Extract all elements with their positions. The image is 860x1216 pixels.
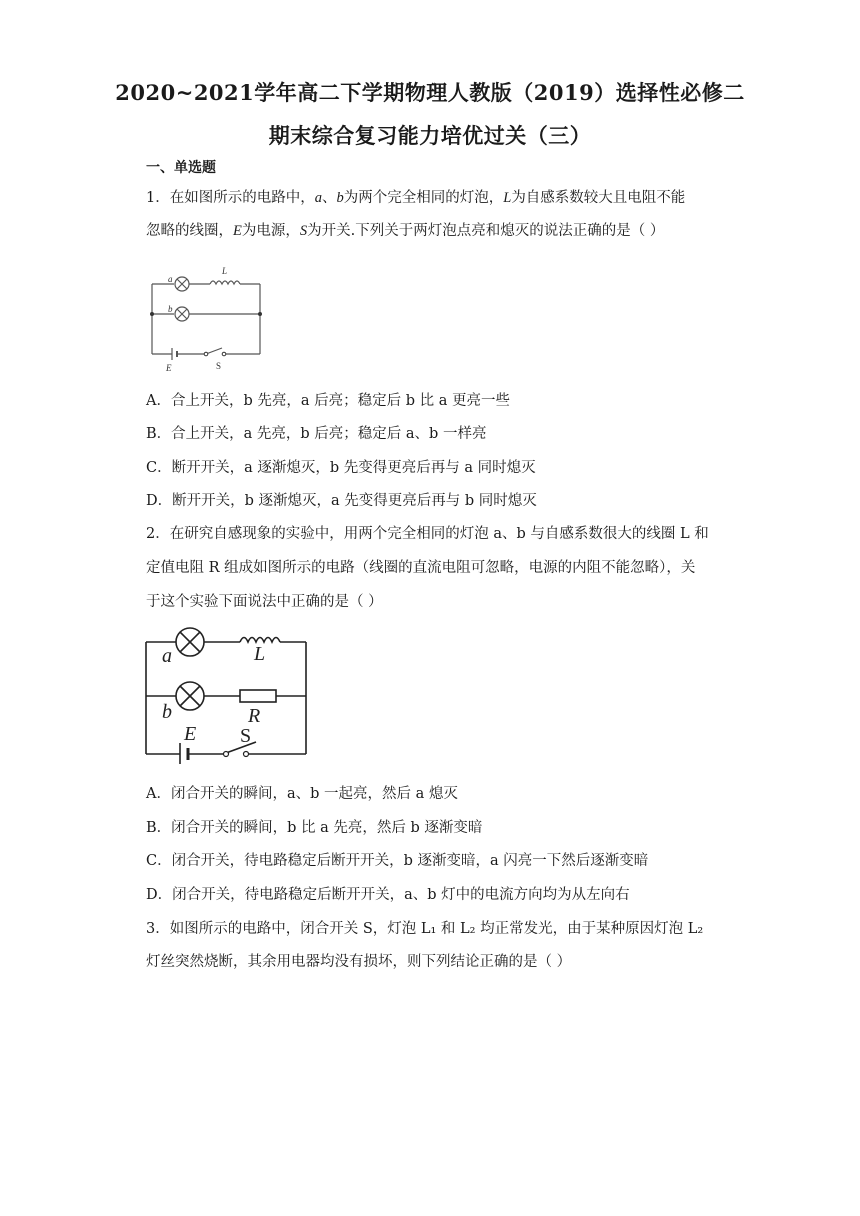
q2-option-d: D．闭合开关，待电路稳定后断开开关，a、b 灯中的电流方向均为从左向右 — [146, 887, 630, 903]
q2-stem-line3: 于这个实验下面说法中正确的是（ ） — [146, 594, 383, 610]
q1-label-a: a — [168, 274, 173, 284]
q2-option-c: C．闭合开关，待电路稳定后断开开关，b 逐渐变暗，a 闪亮一下然后逐渐变暗 — [146, 853, 649, 869]
q1-label-L: L — [222, 266, 228, 276]
q1-junction-right — [258, 312, 262, 316]
q2-label-L: L — [254, 643, 266, 665]
q2-option-a: A．闭合开关的瞬间，a、b 一起亮，然后 a 熄灭 — [146, 786, 458, 802]
q2-label-S: S — [240, 725, 252, 747]
q2-stem-line1: 2．在研究自感现象的实验中，用两个完全相同的灯泡 a、b 与自感系数很大的线圈 L 和 — [146, 526, 709, 542]
q2-option-b: B．闭合开关的瞬间，b 比 a 先亮，然后 b 逐渐变暗 — [146, 820, 483, 836]
q1-option-c: C．断开开关，a 逐渐熄灭，b 先变得更亮后再与 a 同时熄灭 — [146, 460, 536, 476]
q1-option-a: A．合上开关，b 先亮，a 后亮；稳定后 b 比 a 更亮一些 — [146, 393, 510, 409]
q1-label-S: S — [216, 361, 222, 371]
q2-stem-line2: 定值电阻 R 组成如图所示的电路（线圈的直流电阻可忽略，电源的内阻不能忽略），关 — [146, 560, 696, 576]
document-title-line2: 期末综合复习能力培优过关（三） — [268, 123, 592, 148]
q1-stem-line1: 1．在如图所示的电路中，a、b为两个完全相同的灯泡，L为自感系数较大且电阻不能 — [146, 190, 686, 206]
q3-stem-line1: 3．如图所示的电路中，闭合开关 S，灯泡 L₁ 和 L₂ 均正常发光，由于某种原因灯泡 L₂ — [146, 921, 704, 937]
q1-label-b: b — [168, 304, 173, 314]
q2-label-R: R — [248, 705, 261, 727]
section-heading: 一、单选题 — [146, 160, 216, 176]
q1-stem-line2: 忽略的线圈，E为电源，S为开关.下列关于两灯泡点亮和熄灭的说法正确的是（ ） — [146, 223, 665, 239]
q2-label-b: b — [162, 701, 172, 723]
q1-label-E: E — [166, 363, 172, 373]
q2-label-a: a — [162, 645, 172, 667]
q1-option-d: D．断开开关，b 逐渐熄灭，a 先变得更亮后再与 b 同时熄灭 — [146, 493, 537, 509]
q2-label-E: E — [184, 723, 197, 745]
q2-circuit-diagram — [140, 622, 316, 764]
q1-junction-left — [150, 312, 154, 316]
q1-option-b: B．合上开关，a 先亮，b 后亮；稳定后 a、b 一样亮 — [146, 426, 487, 442]
q3-stem-line2: 灯丝突然烧断，其余用电器均没有损坏，则下列结论正确的是（ ） — [146, 954, 572, 970]
document-title-line1: 2020~2021学年高二下学期物理人教版（2019）选择性必修二 — [115, 80, 745, 105]
q1-circuit-diagram — [144, 258, 268, 378]
